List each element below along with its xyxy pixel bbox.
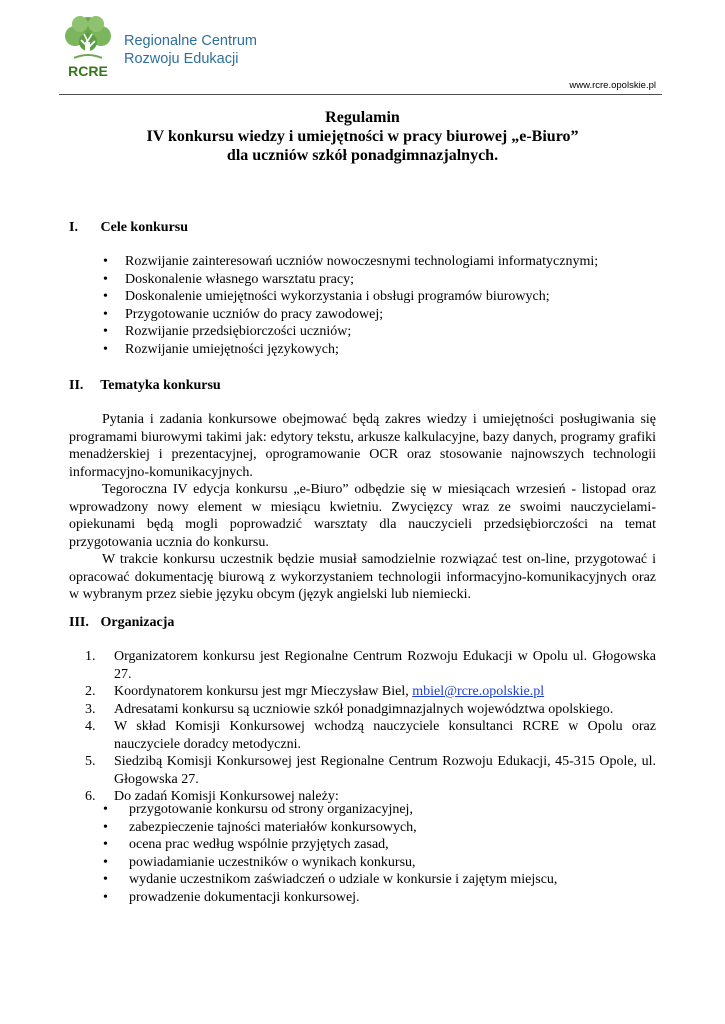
item-text: Do zadań Komisji Konkursowej należy: bbox=[114, 789, 339, 804]
list-item: • powiadamianie uczestników o wynikach konkursu, bbox=[103, 854, 557, 872]
list-item: • Doskonalenie własnego warsztatu pracy; bbox=[103, 271, 598, 289]
item-number: 1. bbox=[85, 649, 96, 664]
org-name-line1: Regionalne Centrum bbox=[124, 33, 257, 49]
item-number: 6. bbox=[85, 789, 96, 804]
organization-name bbox=[124, 32, 257, 68]
section-number: II. bbox=[69, 378, 84, 393]
numbered-item bbox=[69, 753, 656, 788]
section-heading-organization bbox=[69, 614, 174, 632]
website-url[interactable]: www.rcre.opolskie.pl bbox=[569, 80, 656, 91]
paragraph: Pytania i zadania konkursowe obejmować będą zakres wiedzy i umiejętności posługiwania się programami biurowymi takimi jak: edytory tekstu, arkusze kalkulacyjne, bazy danych, programy grafiki menadżerskiej i prezentacyjnej, oprogramowanie OCR oraz stosowanie najnowszych technologii informacyjno-komunikacyjnych. bbox=[69, 412, 656, 480]
numbered-item bbox=[69, 683, 656, 701]
title-line3: dla uczniów szkół ponadgimnazjalnych. bbox=[226, 147, 499, 164]
numbered-item bbox=[69, 648, 656, 683]
org-name-line2: Rozwoju Edukacji bbox=[124, 51, 239, 67]
list-item: • przygotowanie konkursu od strony organizacyjnej, bbox=[103, 801, 557, 819]
item-number: 5. bbox=[85, 754, 96, 769]
commission-tasks-list bbox=[103, 801, 557, 906]
document-title bbox=[60, 108, 665, 165]
section-heading-topics bbox=[69, 377, 221, 395]
section-heading-goals bbox=[69, 219, 188, 237]
list-item: • Rozwijanie umiejętności językowych; bbox=[103, 341, 598, 359]
title-line2: IV konkursu wiedzy i umiejętności w pracy biurowej „e-Biuro” bbox=[146, 128, 579, 145]
section-number: III. bbox=[69, 615, 89, 630]
logo-text: RCRE bbox=[68, 63, 108, 79]
item-number: 4. bbox=[85, 719, 96, 734]
list-item: • ocena prac według wspólnie przyjętych zasad, bbox=[103, 836, 557, 854]
paragraph: W trakcie konkursu uczestnik będzie musiał samodzielnie rozwiązać test on-line, przygotować i opracować dokumentację biurową z wykorzystaniem technologii informacyjno-komunikacyjnych oraz w wybranym przez siebie języku obcym (język angielski lub niemiecki. bbox=[69, 552, 656, 602]
organization-list bbox=[69, 648, 656, 806]
paragraph: Tegoroczna IV edycja konkursu „e-Biuro” odbędzie się w miesiącach wrzesień - listopad oraz wprowadzony nowy element w miesiącu kwietniu. Zwycięzcy wraz ze swoimi nauczycielami-opiekunami będą mogli poprowadzić warsztaty dla nauczycieli przedsiębiorczości na temat przygotowania ucznia do konkursu. bbox=[69, 482, 656, 550]
list-item: • prowadzenie dokumentacji konkursowej. bbox=[103, 889, 557, 907]
section-title: Organizacja bbox=[100, 615, 175, 630]
list-item: • Rozwijanie przedsiębiorczości uczniów; bbox=[103, 323, 598, 341]
item-text: Siedzibą Komisji Konkursowej jest Regionalne Centrum Rozwoju Edukacji, 45-315 Opole, ul. Głogowska 27. bbox=[114, 754, 656, 787]
section-title: Cele konkursu bbox=[100, 220, 189, 235]
item-text: Organizatorem konkursu jest Regionalne Centrum Rozwoju Edukacji w Opolu ul. Głogowska 27. bbox=[114, 649, 656, 682]
numbered-item bbox=[69, 701, 656, 719]
rcre-tree-logo bbox=[62, 12, 114, 80]
numbered-item bbox=[69, 718, 656, 753]
title-line1: Regulamin bbox=[325, 109, 400, 126]
list-item: • Doskonalenie umiejętności wykorzystania i obsługi programów biurowych; bbox=[103, 288, 598, 306]
section-number: I. bbox=[69, 220, 78, 235]
item-number: 3. bbox=[85, 701, 96, 717]
list-item: • wydanie uczestnikom zaświadczeń o udziale w konkursie i zajętym miejscu, bbox=[103, 871, 557, 889]
header-divider bbox=[59, 94, 662, 95]
list-item: • Przygotowanie uczniów do pracy zawodowej; bbox=[103, 306, 598, 324]
goals-list bbox=[103, 253, 598, 358]
list-item: • zabezpieczenie tajności materiałów konkursowych, bbox=[103, 819, 557, 837]
item-text: W skład Komisji Konkursowej wchodzą nauczyciele konsultanci RCRE w Opolu oraz nauczyciele doradcy metodyczni. bbox=[114, 719, 656, 752]
topics-body bbox=[69, 411, 656, 604]
item-text: Koordynatorem konkursu jest mgr Mieczysław Biel, bbox=[114, 684, 413, 699]
list-item: • Rozwijanie zainteresowań uczniów nowoczesnymi technologiami informatycznymi; bbox=[103, 253, 598, 271]
item-text: Adresatami konkursu są uczniowie szkół ponadgimnazjalnych województwa opolskiego. bbox=[114, 701, 614, 717]
coordinator-email-link[interactable]: mbiel@rcre.opolskie.pl bbox=[412, 684, 545, 699]
section-title: Tematyka konkursu bbox=[100, 378, 221, 393]
item-number: 2. bbox=[85, 684, 96, 699]
